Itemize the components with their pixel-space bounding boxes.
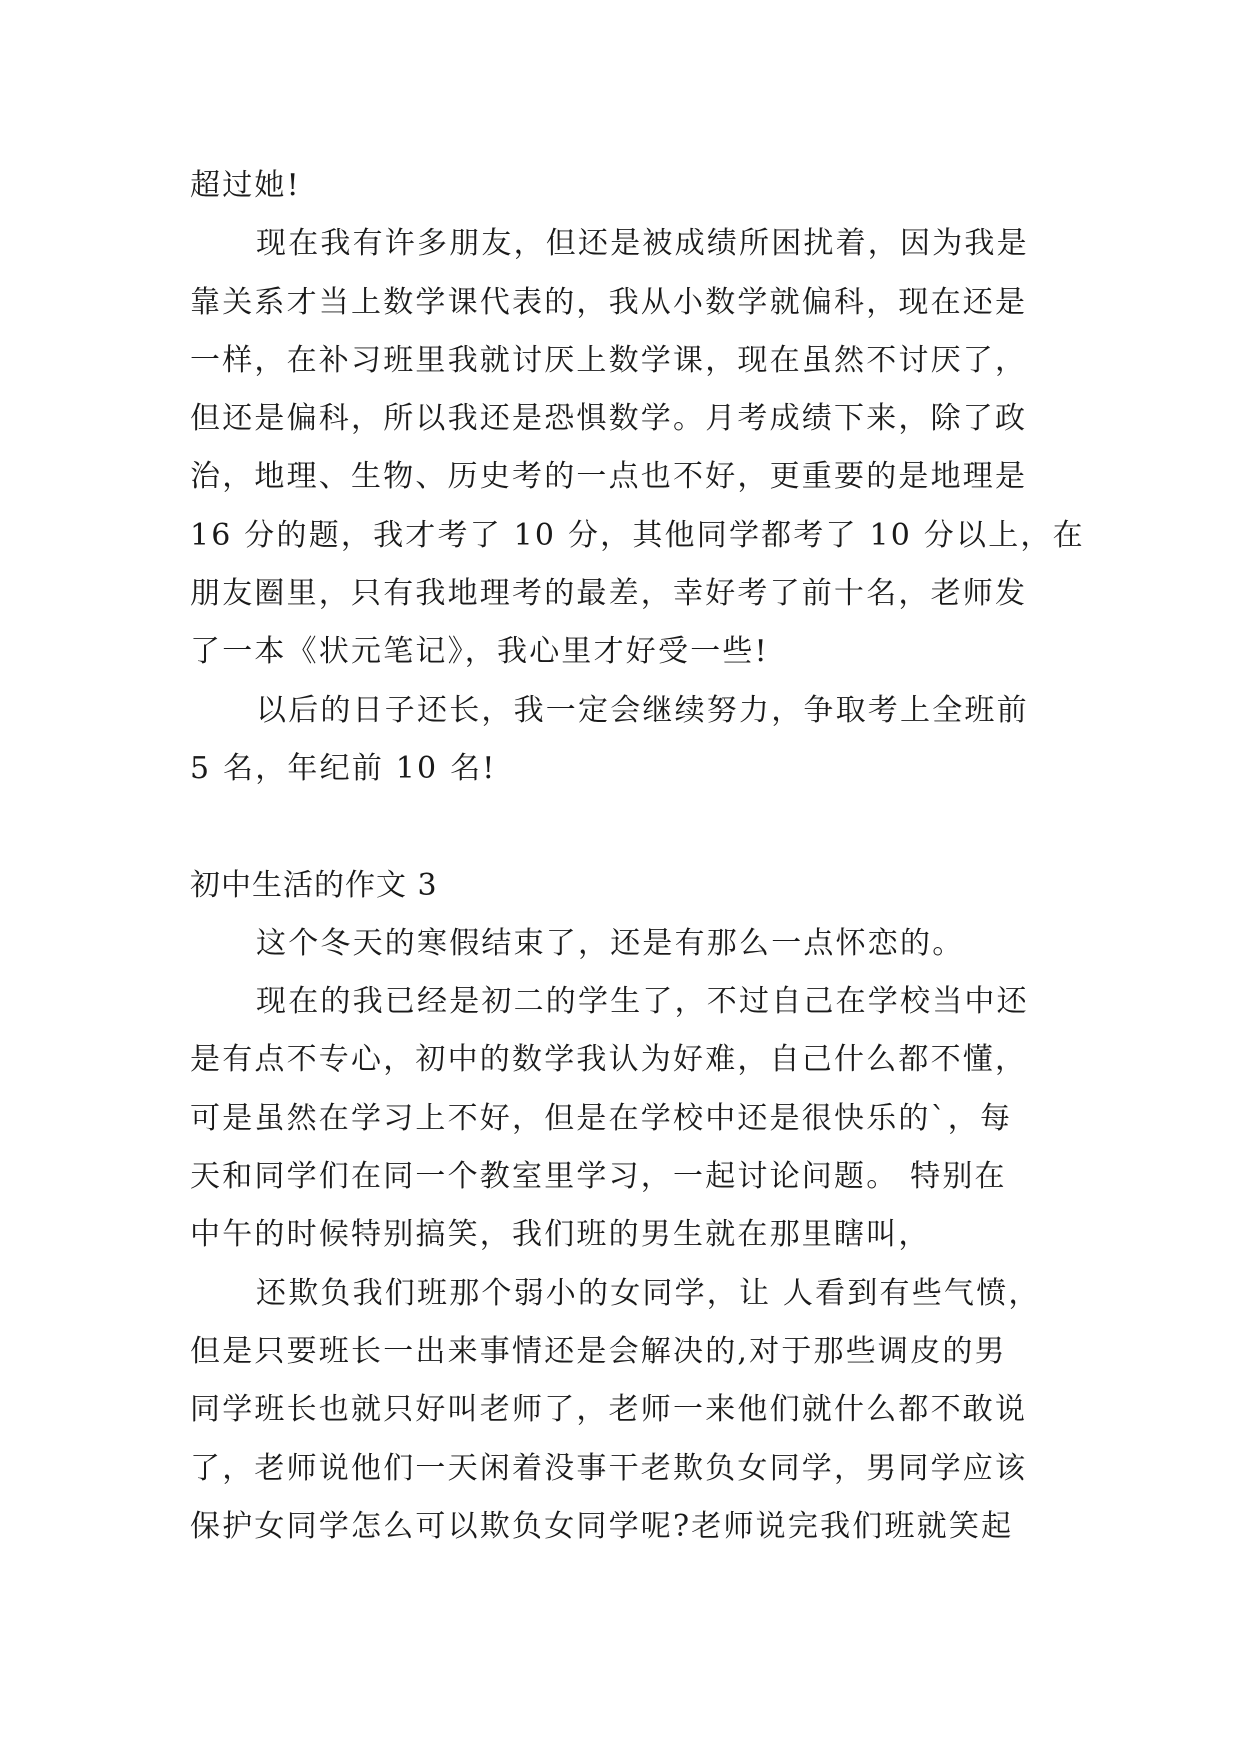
section-gap — [190, 798, 1052, 856]
paragraph-line: 治，地理、生物、历史考的一点也不好，更重要的是地理是 — [190, 459, 1028, 495]
paragraph-line: 现在我有许多朋友，但还是被成绩所困扰着，因为我是 — [256, 226, 1029, 262]
paragraph-line: 朋友圈里，只有我地理考的最差，幸好考了前十名，老师发 — [190, 576, 1028, 612]
paragraph-line: 是有点不专心，初中的数学我认为好难，自己什么都不懂， — [190, 1042, 1028, 1078]
paragraph-line: 同学班长也就只好叫老师了，老师一来他们就什么都不敢说 — [190, 1392, 1028, 1428]
paragraph-line: 5 名，年纪前 10 名! — [190, 750, 497, 786]
paragraph-line: 中午的时候特别搞笑，我们班的男生就在那里瞎叫， — [190, 1217, 931, 1253]
paragraph-line: 16 分的题，我才考了 10 分，其他同学都考了 10 分以上，在 — [190, 517, 1085, 553]
paragraph-line: 靠关系才当上数学课代表的，我从小数学就偏科，现在还是 — [190, 284, 1028, 320]
paragraph-line: 但是只要班长一出来事情还是会解决的,对于那些调皮的男 — [190, 1333, 1007, 1369]
paragraph-line: 以后的日子还长，我一定会继续努力，争取考上全班前 — [256, 692, 1029, 728]
paragraph-line: 这个冬天的寒假结束了，还是有那么一点怀恋的。 — [256, 925, 965, 961]
paragraph-line: 一样，在补习班里我就讨厌上数学课，现在虽然不讨厌了， — [190, 342, 1028, 378]
paragraph-line: 保护女同学怎么可以欺负女同学呢?老师说完我们班就笑起 — [190, 1508, 1014, 1544]
paragraph-line: 现在的我已经是初二的学生了，不过自己在学校当中还 — [256, 984, 1029, 1020]
paragraph-line: 了，老师说他们一天闲着没事干老欺负女同学，男同学应该 — [190, 1450, 1028, 1486]
document-body — [190, 157, 1085, 1556]
paragraph-line: 还欺负我们班那个弱小的女同学，让 人看到有些气愤， — [256, 1275, 1041, 1311]
paragraph-line: 超过她! — [190, 168, 301, 203]
paragraph-line: 但还是偏科，所以我还是恐惧数学。月考成绩下来，除了政 — [190, 401, 1028, 437]
paragraph-line: 天和同学们在同一个教室里学习，一起讨论问题。 特别在 — [190, 1159, 1007, 1195]
section-heading: 初中生活的作文 3 — [190, 867, 438, 903]
paragraph-line: 可是虽然在学习上不好，但是在学校中还是很快乐的`，每 — [190, 1100, 1013, 1136]
paragraph-line: 了一本《状元笔记》，我心里才好受一些! — [190, 634, 769, 670]
